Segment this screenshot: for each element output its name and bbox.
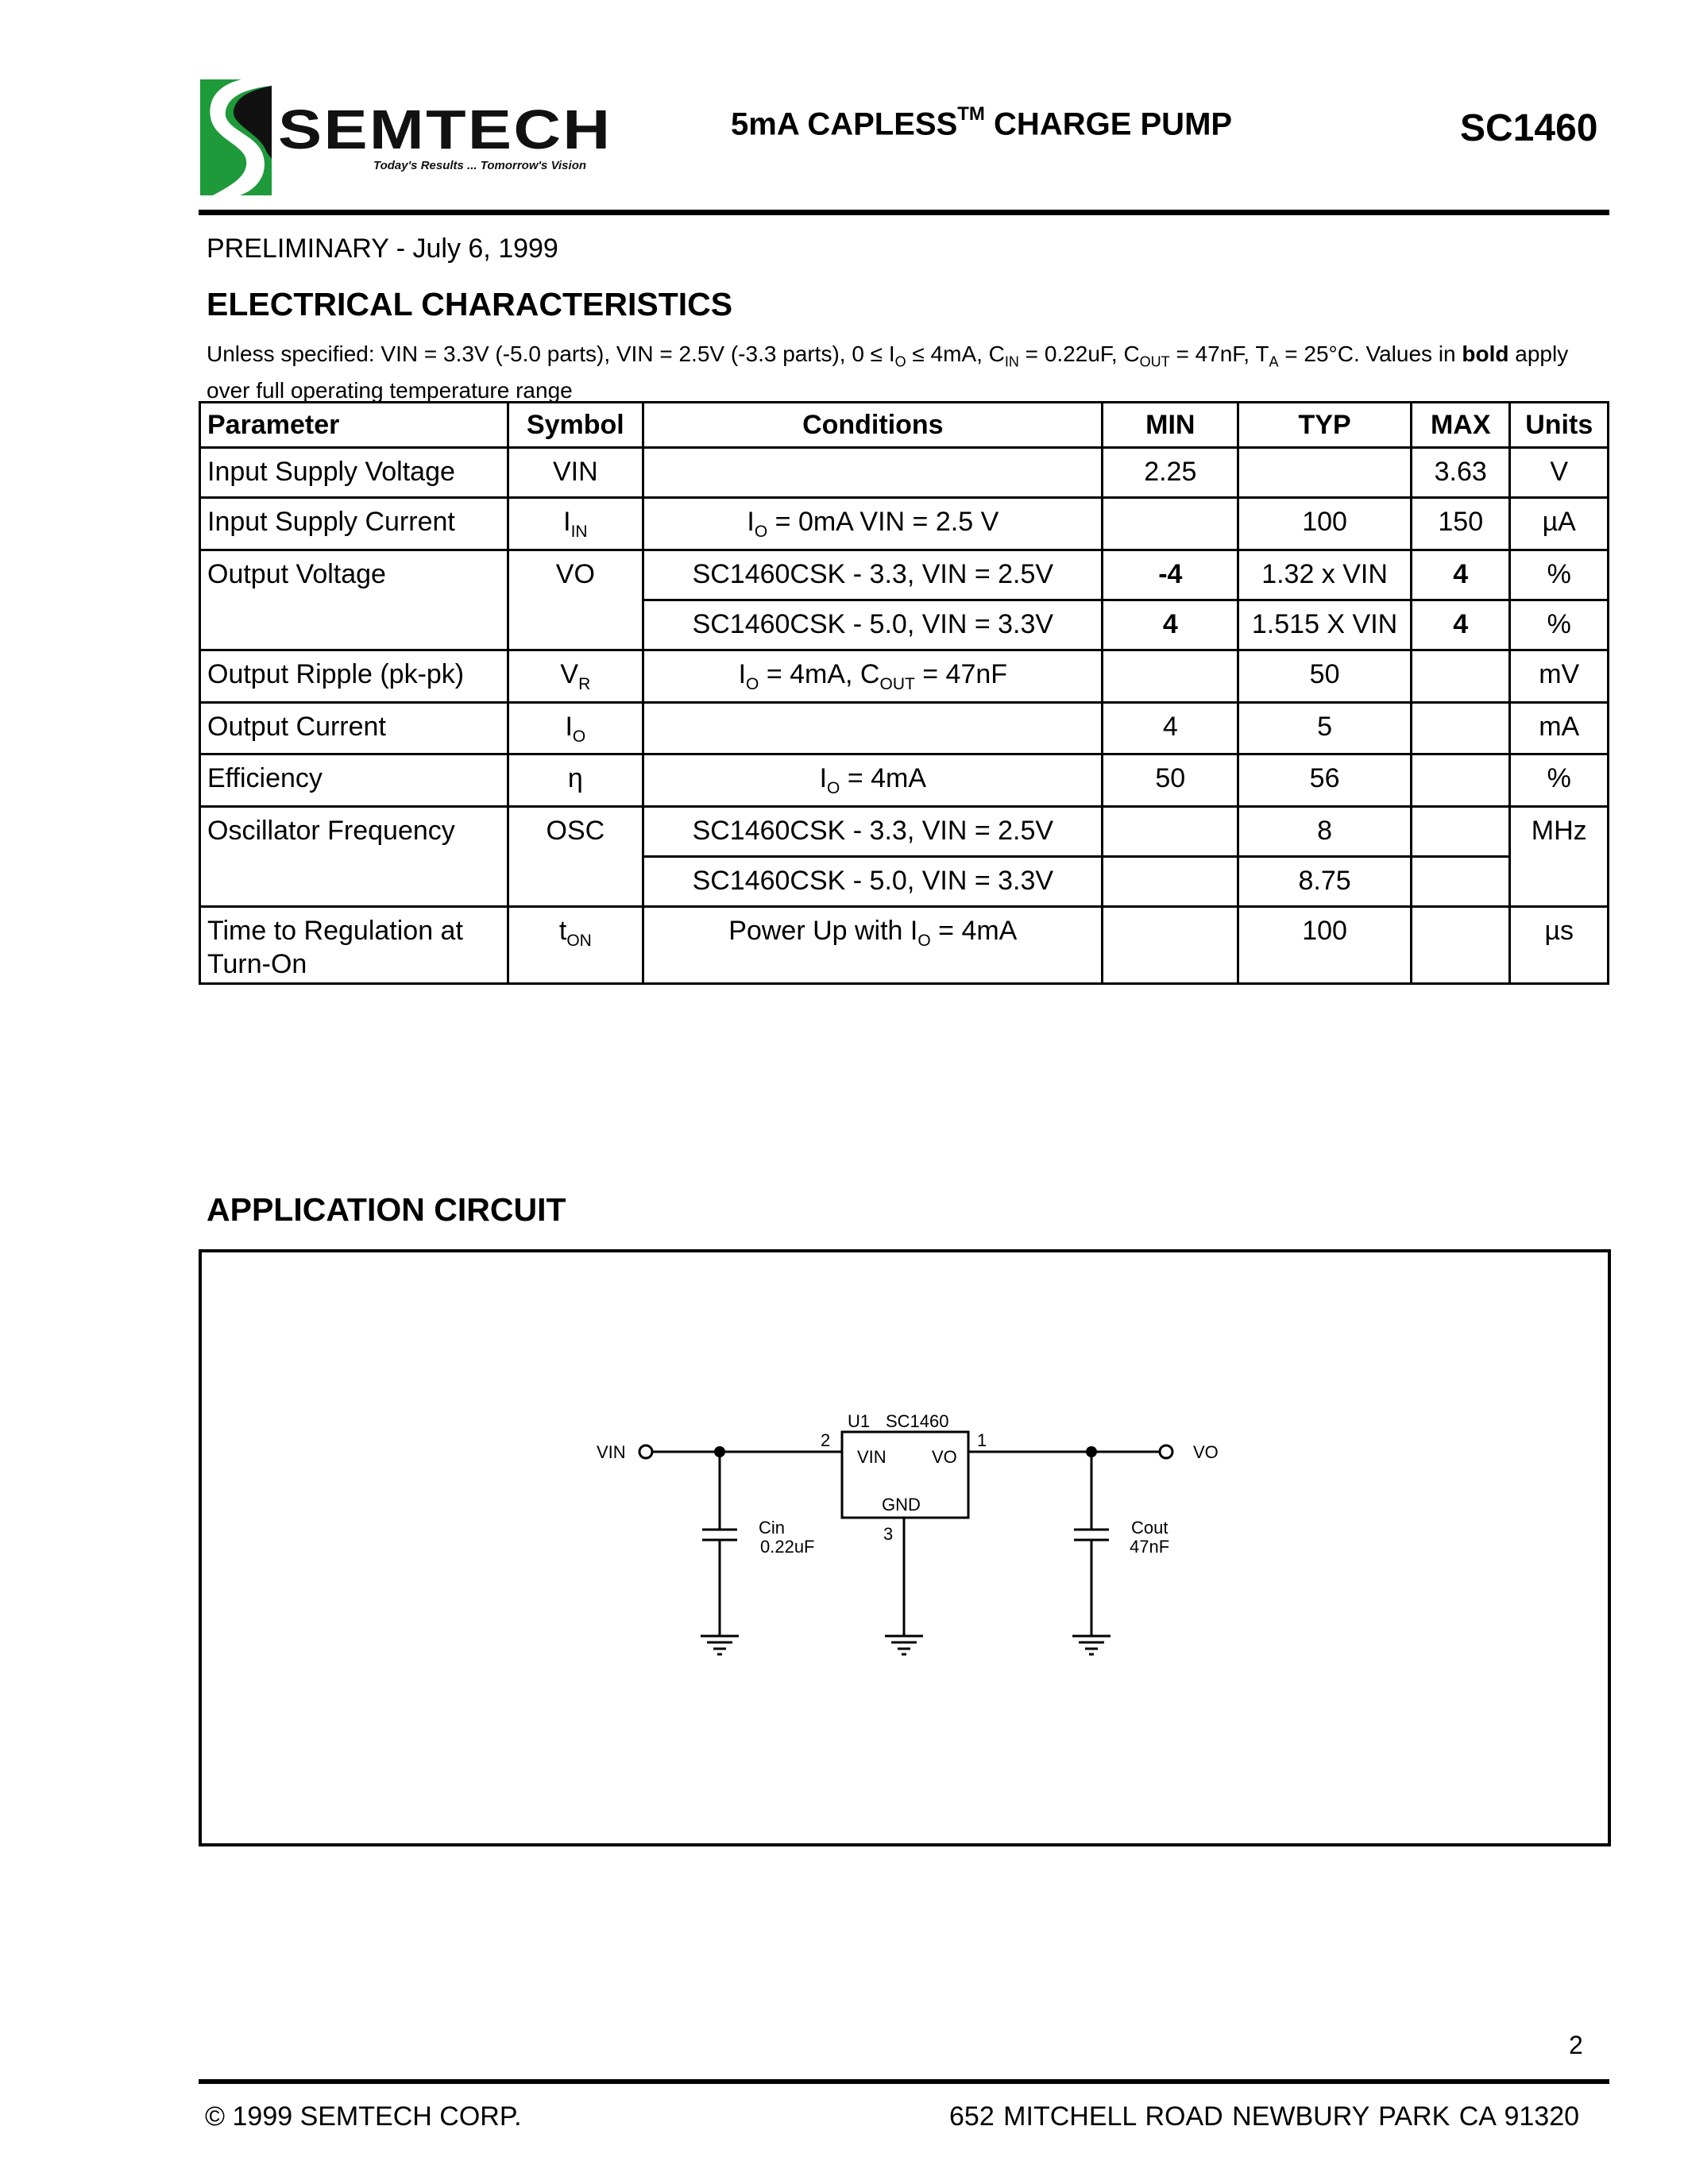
table-row: Output Ripple (pk-pk) $V_R$ $I_O = 4mA$, $C_{OUT} = 47nF$ 50 mV [200,650,1609,702]
label-cin: Cin [759,1518,786,1538]
col-max: MAX [1412,403,1510,448]
label-ic-gnd: GND [882,1495,921,1515]
header-rule [199,210,1609,215]
vin-terminal [639,1445,652,1458]
status-line: PRELIMINARY - July 6, 1999 [207,233,558,264]
part-number: SC1460 [1460,107,1598,149]
table-header-row [200,403,1609,448]
vo-junction-dot [1086,1446,1097,1457]
label-cout: Cout [1131,1518,1168,1538]
label-u1: U1 [848,1411,871,1431]
ground-symbol-cin [701,1636,739,1654]
col-conditions: Conditions [643,403,1103,448]
footer-address: 652 MITCHELL ROAD NEWBURY PARK CA 91320 [949,2101,1580,2132]
electrical-title: ELECTRICAL CHARACTERISTICS [207,286,733,322]
label-pin2: 2 [821,1430,831,1450]
footer-rule [199,2079,1609,2084]
label-ic-vo: VO [932,1447,957,1467]
title-main: 5mA CAPLESS [731,106,958,142]
label-cout-value: 47nF [1130,1537,1170,1557]
application-title: APPLICATION CIRCUIT [207,1191,566,1228]
conditions-note: Unless specified: VIN = 3.3V (-5.0 parts), VIN = 2.5V (-3.3 parts), $0 \le I_O \le 4mA$, $C_{IN} = 0.22uF$, $C_{OUT} = 47nF$, $T_A = 25^\circ C$. Values in bold apply over full operating temperature range [207,341,1569,403]
application-circuit-diagram [202,1252,1606,1840]
col-parameter: Parameter [200,403,508,448]
trademark-symbol: TM [957,103,985,125]
document-title [731,103,1233,142]
ground-symbol-cout [1072,1636,1111,1654]
table-row: SC1460CSK - 5.0, VIN = 3.3V 4 1.515 X VIN 4 % [200,600,1609,650]
brand-tagline: Today's Results ... Tomorrow's Vision [373,159,587,172]
label-cin-value: 0.22uF [760,1537,815,1557]
col-min: MIN [1103,403,1238,448]
title-rest: CHARGE PUMP [994,106,1233,142]
col-units: Units [1510,403,1609,448]
table-row: Input Supply Current $I_{IN}$ $I_O = 0mA$ VIN = 2.5 V 100 150 µA [200,498,1609,550]
electrical-table [199,401,1609,985]
table-row: Input Supply Voltage VIN 2.25 3.63 V [200,448,1609,498]
table-row: Output Current $I_O$ 4 5 mA [200,702,1609,754]
table-row: Oscillator Frequency OSC SC1460CSK - 3.3, VIN = 2.5V 8 MHz [200,807,1609,857]
label-vin: VIN [597,1442,626,1462]
ground-symbol-ic [885,1636,923,1654]
label-ic-vin: VIN [857,1447,886,1467]
col-typ: TYP [1238,403,1412,448]
table-row: Efficiency η $I_O = 4mA$ 50 56 % [200,754,1609,807]
semtech-logo-icon [200,79,272,195]
label-ic-part: SC1460 [886,1411,949,1431]
page-number: 2 [1569,2031,1583,2059]
table-row: Output Voltage VO SC1460CSK - 3.3, VIN = 2.5V -4 1.32 x VIN 4 % [200,550,1609,600]
label-pin1: 1 [977,1430,987,1450]
col-symbol: Symbol [508,403,643,448]
table-row: Time to Regulation at Turn-On $t_{ON}$ Power Up with $I_O = 4mA$ 100 µs [200,907,1609,984]
footer-copyright: © 1999 SEMTECH CORP. [205,2101,522,2132]
semtech-logo-mark [200,79,272,195]
vin-junction-dot [714,1446,725,1457]
label-pin3: 3 [883,1524,894,1544]
vo-terminal [1160,1445,1172,1458]
label-vo: VO [1193,1442,1219,1462]
brand-wordmark: SEMTECH [278,98,612,160]
table-row: SC1460CSK - 5.0, VIN = 3.3V 8.75 [200,857,1609,907]
